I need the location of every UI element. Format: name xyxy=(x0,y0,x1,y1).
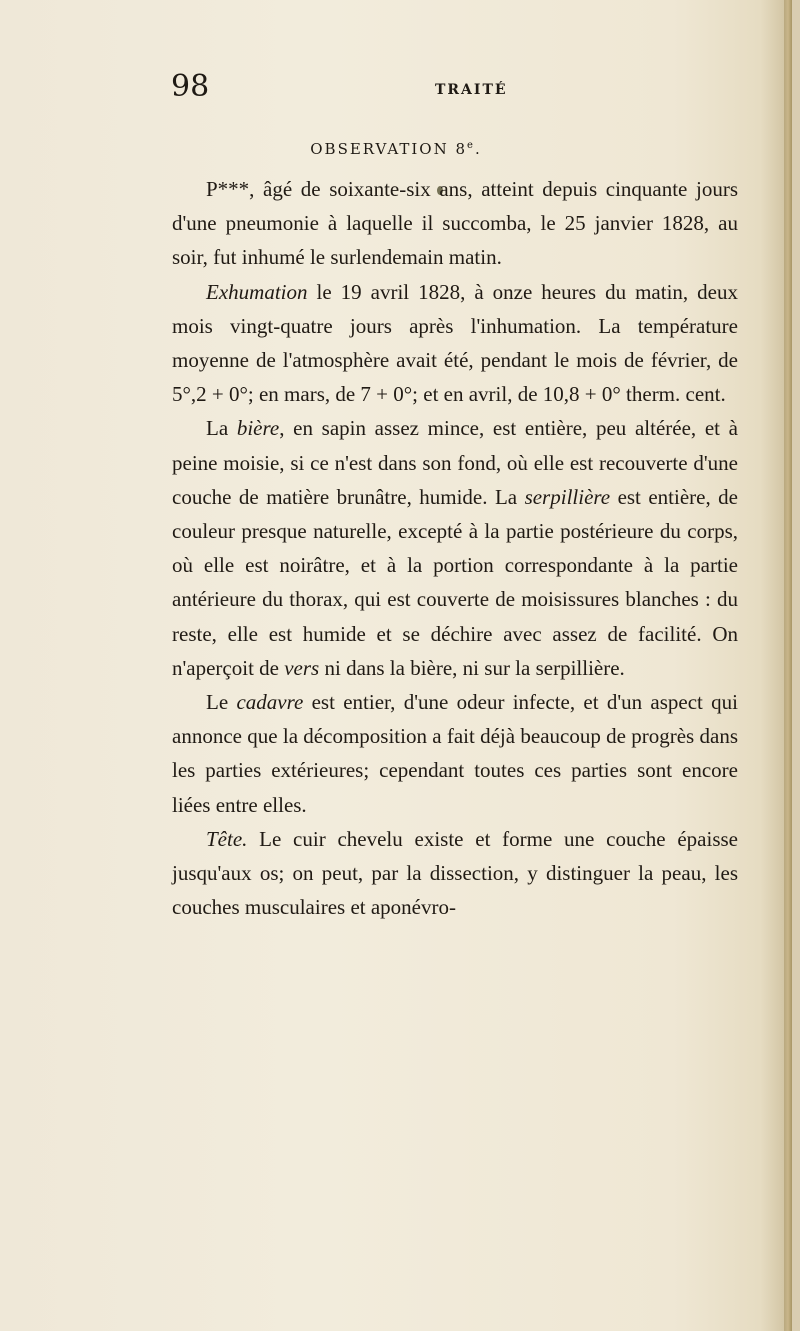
observation-title-text: OBSERVATION 8 xyxy=(310,140,468,158)
observation-title-sup: e xyxy=(467,140,475,151)
running-head: TRAITÉ xyxy=(435,82,508,98)
paragraph xyxy=(172,822,738,925)
italic-term: vers xyxy=(284,655,320,680)
page-header xyxy=(0,70,792,110)
italic-term: serpillière xyxy=(524,484,611,509)
paragraph xyxy=(172,685,738,822)
italic-term: Tête. xyxy=(206,826,248,851)
text-run: le 19 avril 1828, à onze heures du matin, deux mois vingt-quatre jours après l'inhumation. La température moyenne de l'atmosphère avait été, pendant le mois de février, de 5°,2 + 0°; en mars, de 7 + 0°; et en avril, de 10,8 + 0° therm. cent. xyxy=(172,279,738,407)
italic-term: bière xyxy=(236,416,280,441)
body-text xyxy=(172,172,738,924)
text-run: , en sapin assez mince, est entière, peu altérée, et à peine moisie, si ce n'est dans son fond, où elle est recouverte d'une couche de matière brunâtre, humide. La xyxy=(172,416,738,509)
text-run: est entier, d'une odeur infecte, et d'un aspect qui annonce que la décomposition a fait déjà beaucoup de progrès dans les parties extérieures; cependant toutes ces parties sont encore liées entre elles. xyxy=(172,690,739,817)
paragraph xyxy=(172,411,738,685)
text-run: est entière, de couleur presque naturelle, excepté à la partie postérieure du corps, où elle est noirâtre, et à la portion correspondante à la partie antérieure du thorax, qui est couverte de moisissures blanches : du reste, elle est humide et se déchire avec assez de facilité. On n'aperçoit de xyxy=(172,484,738,680)
text-run: ni dans la bière, ni sur la serpillière. xyxy=(319,655,625,680)
paragraph xyxy=(172,275,738,412)
page-number: 98 xyxy=(171,69,210,104)
observation-title xyxy=(0,140,792,158)
paragraph xyxy=(172,172,738,275)
text-run: P***, âgé de soixante-six ans, atteint depuis cinquante jours d'une pneumonie à laquelle il succomba, le 25 janvier 1828, au soir, fut inhumé le surlendemain matin. xyxy=(172,177,738,270)
text-run: Le xyxy=(206,690,237,715)
observation-title-suffix: . xyxy=(474,140,482,158)
page-edge xyxy=(784,0,792,1331)
italic-term: cadavre xyxy=(236,690,304,715)
text-run: La xyxy=(206,416,237,441)
text-run: Le cuir chevelu existe et forme une couche épaisse jusqu'aux os; on peut, par la dissection, y distinguer la peau, les couches musculaires et aponévro- xyxy=(172,826,738,920)
italic-term: Exhumation xyxy=(206,279,308,304)
